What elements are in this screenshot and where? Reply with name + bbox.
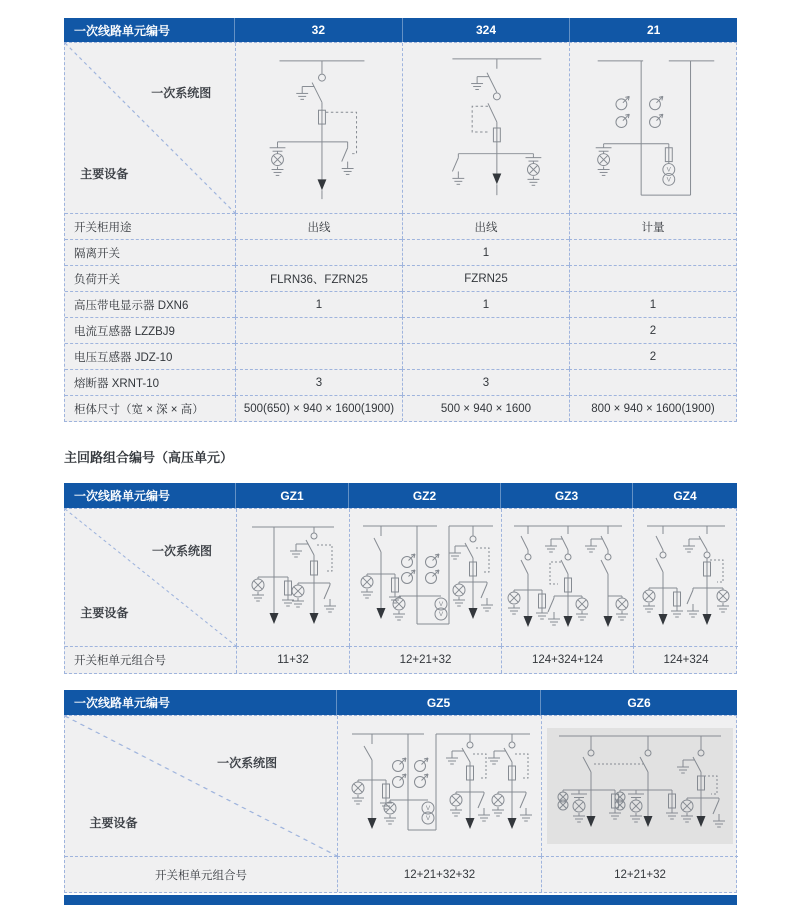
t2-header-col-gz2: GZ2 xyxy=(348,483,500,508)
combo-value-gz2: 12+21+32 xyxy=(349,646,501,673)
cell-value: 出线 xyxy=(402,213,569,239)
combo-value-gz3: 124+324+124 xyxy=(501,646,633,673)
combo-table-gz5-gz6 xyxy=(64,690,737,905)
cell-value xyxy=(235,343,402,369)
t1-header-col-21: 21 xyxy=(569,18,737,42)
t2-header-col-gz4: GZ4 xyxy=(632,483,737,508)
t1-header-row xyxy=(64,18,737,42)
t3-header-col-gz6: GZ6 xyxy=(540,690,737,715)
cell-value: FLRN36、FZRN25 xyxy=(235,265,402,291)
equipment-row-label: 主要设备 xyxy=(80,167,129,182)
combo-row-label: 开关柜单元组合号 xyxy=(65,856,337,892)
t1-diagonal-header-cell xyxy=(65,43,235,213)
cell-value: 1 xyxy=(569,291,736,317)
table-row xyxy=(65,291,736,317)
cell-value xyxy=(569,265,736,291)
cell-value: 1 xyxy=(235,291,402,317)
footer-bar xyxy=(64,895,737,905)
cell-value: 3 xyxy=(235,369,402,395)
t1-header-col-32: 32 xyxy=(234,18,402,42)
single-line-diagram-gz1 xyxy=(236,509,349,646)
t3-combo-row xyxy=(65,856,736,892)
row-label: 开关柜用途 xyxy=(65,213,235,239)
single-line-diagram-324 xyxy=(402,43,569,213)
combo-value-gz1: 11+32 xyxy=(236,646,349,673)
t2-header-col-gz1: GZ1 xyxy=(235,483,348,508)
single-line-diagram-21 xyxy=(569,43,736,213)
single-line-diagram-32 xyxy=(235,43,402,213)
table-row xyxy=(65,317,736,343)
cell-value: 2 xyxy=(569,317,736,343)
row-label: 负荷开关 xyxy=(65,265,235,291)
t3-diagram-row xyxy=(65,716,736,856)
cell-value xyxy=(569,369,736,395)
t1-diagram-row xyxy=(65,43,736,213)
combo-value-gz5: 12+21+32+32 xyxy=(337,856,541,892)
t1-header-label: 一次线路单元编号 xyxy=(74,23,171,38)
t2-combo-row xyxy=(65,646,736,673)
t3-header-label: 一次线路单元编号 xyxy=(74,696,171,710)
row-label: 熔断器 XRNT-10 xyxy=(65,369,235,395)
cell-value: 1 xyxy=(402,239,569,265)
combo-table-gz1-gz4 xyxy=(64,483,737,674)
combo-value-gz4: 124+324 xyxy=(633,646,738,673)
cell-value: 出线 xyxy=(235,213,402,239)
table-row xyxy=(65,265,736,291)
single-line-diagram-gz6 xyxy=(541,716,738,856)
cell-value xyxy=(235,239,402,265)
single-line-diagram-gz4 xyxy=(633,509,738,646)
t2-diagonal-header-cell xyxy=(65,509,236,646)
cell-value xyxy=(402,317,569,343)
combo-row-label: 开关柜单元组合号 xyxy=(65,646,236,673)
diagonal-divider-line xyxy=(65,509,236,646)
cell-value: FZRN25 xyxy=(402,265,569,291)
table-row xyxy=(65,395,736,421)
row-label: 高压带电显示器 DXN6 xyxy=(65,291,235,317)
row-label: 隔离开关 xyxy=(65,239,235,265)
cell-value: 800 × 940 × 1600(1900) xyxy=(569,395,736,421)
cell-value xyxy=(569,239,736,265)
cell-value xyxy=(402,343,569,369)
cell-value: 500(650) × 940 × 1600(1900) xyxy=(235,395,402,421)
equipment-row-label: 主要设备 xyxy=(80,606,129,621)
t2-header-row xyxy=(64,483,737,508)
diagonal-divider-line xyxy=(65,716,337,856)
t2-header-label: 一次线路单元编号 xyxy=(74,489,171,503)
row-label: 电流互感器 LZZBJ9 xyxy=(65,317,235,343)
diagram-row-label: 一次系统图 xyxy=(151,85,212,100)
single-line-diagram-gz3 xyxy=(501,509,633,646)
diagonal-divider-line xyxy=(65,43,235,213)
cell-value: 3 xyxy=(402,369,569,395)
cell-value: 1 xyxy=(402,291,569,317)
unit-spec-table xyxy=(64,18,737,422)
row-label: 电压互感器 JDZ-10 xyxy=(65,343,235,369)
single-line-diagram-gz2 xyxy=(349,509,501,646)
diagram-row-label: 一次系统图 xyxy=(217,755,278,770)
t3-header-row xyxy=(64,690,737,715)
table-row xyxy=(65,369,736,395)
section-title: 主回路组合编号（高压单元） xyxy=(64,450,234,465)
combo-value-gz6: 12+21+32 xyxy=(541,856,738,892)
equipment-row-label: 主要设备 xyxy=(89,815,138,830)
cell-value: 500 × 940 × 1600 xyxy=(402,395,569,421)
t1-header-col-324: 324 xyxy=(402,18,570,42)
t2-diagram-row xyxy=(65,509,736,646)
table-row xyxy=(65,213,736,239)
cell-value: 计量 xyxy=(569,213,736,239)
row-label: 柜体尺寸（宽 × 深 × 高） xyxy=(65,395,235,421)
t2-header-col-gz3: GZ3 xyxy=(500,483,632,508)
table-row xyxy=(65,343,736,369)
diagram-row-label: 一次系统图 xyxy=(152,543,213,558)
single-line-diagram-gz5 xyxy=(337,716,541,856)
t3-header-col-gz5: GZ5 xyxy=(336,690,540,715)
cell-value xyxy=(235,317,402,343)
cell-value: 2 xyxy=(569,343,736,369)
t3-diagonal-header-cell xyxy=(65,716,337,856)
gz6-panel-background xyxy=(547,728,733,844)
table-row xyxy=(65,239,736,265)
